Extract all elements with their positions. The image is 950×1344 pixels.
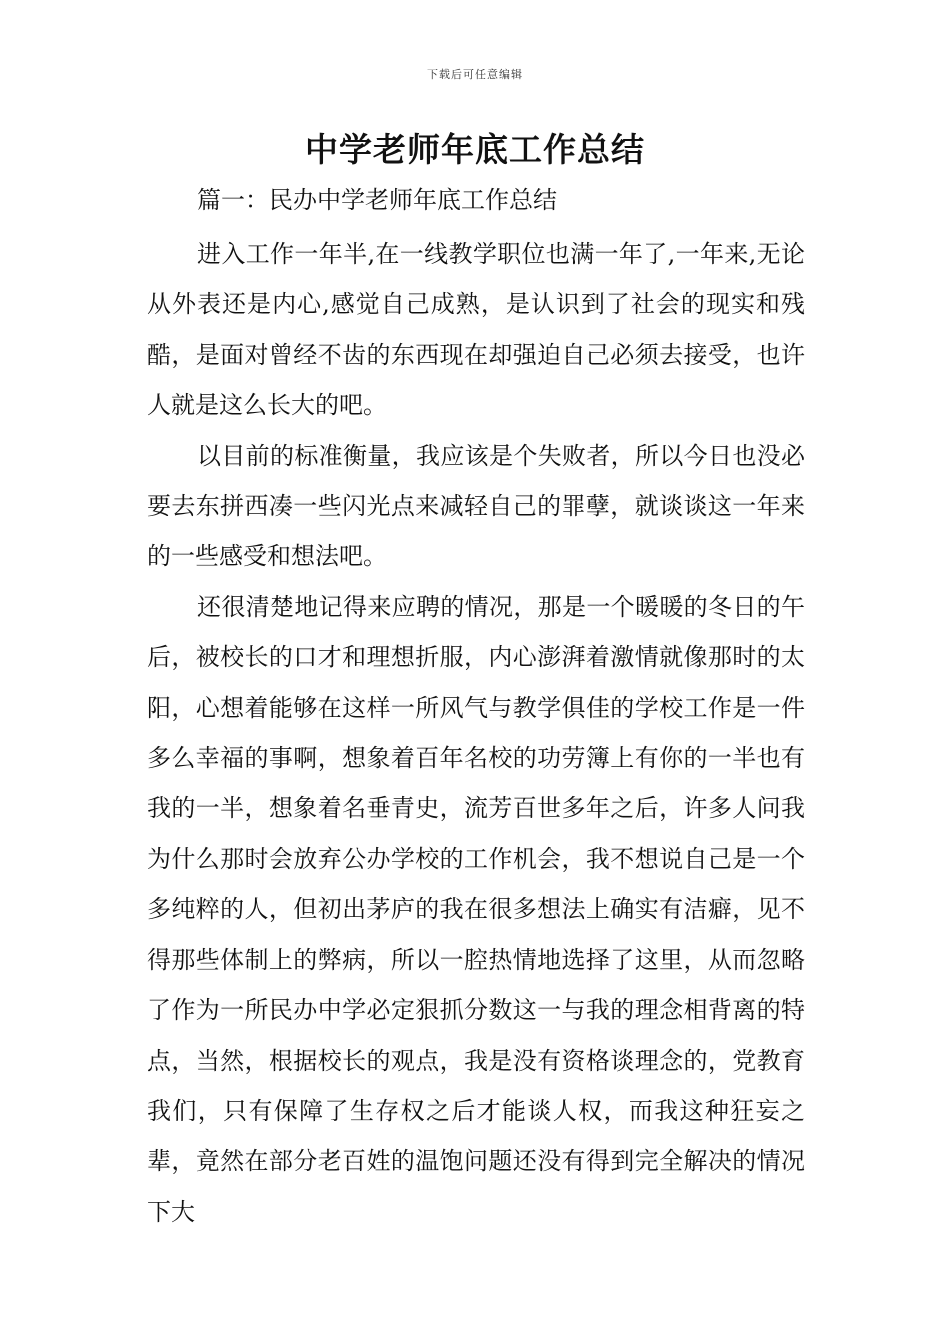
- document-title: 中学老师年底工作总结: [305, 130, 645, 169]
- paragraph: 进入工作一年半,在一线教学职位也满一年了,一年来,无论从外表还是内心,感觉自己成熟，是认识到了社会的现实和残酷，是面对曾经不齿的东西现在却强迫自己必须去接受，也许人就是这么长大的吧。: [147, 240, 805, 420]
- body-text: [147, 229, 805, 1237]
- section-subtitle: 篇一：民办中学老师年底工作总结: [197, 186, 557, 214]
- header-note: 下载后可任意编辑: [427, 68, 523, 81]
- paragraph: 还很清楚地记得来应聘的情况，那是一个暖暖的冬日的午后，被校长的口才和理想折服，内心澎湃着激情就像那时的太阳，心想着能够在这样一所风气与教学俱佳的学校工作是一件多么幸福的事啊，想象着百年名校的功劳簿上有你的一半也有我的一半，想象着名垂青史，流芳百世多年之后，许多人问我为什么那时会放弃公办学校的工作机会，我不想说自己是一个多纯粹的人，但初出茅庐的我在很多想法上确实有洁癖，见不得那些体制上的弊病，所以一腔热情地选择了这里，从而忽略了作为一所民办中学必定狠抓分数这一与我的理念相背离的特点，当然，根据校长的观点，我是没有资格谈理念的，党教育我们，只有保障了生存权之后才能谈人权，而我这种狂妄之辈，竟然在部分老百姓的温饱问题还没有得到完全解决的情况下大: [147, 592, 805, 1226]
- paragraph: 以目前的标准衡量，我应该是个失败者，所以今日也没必要去东拼西凑一些闪光点来减轻自己的罪孽，就谈谈这一年来的一些感受和想法吧。: [147, 441, 805, 571]
